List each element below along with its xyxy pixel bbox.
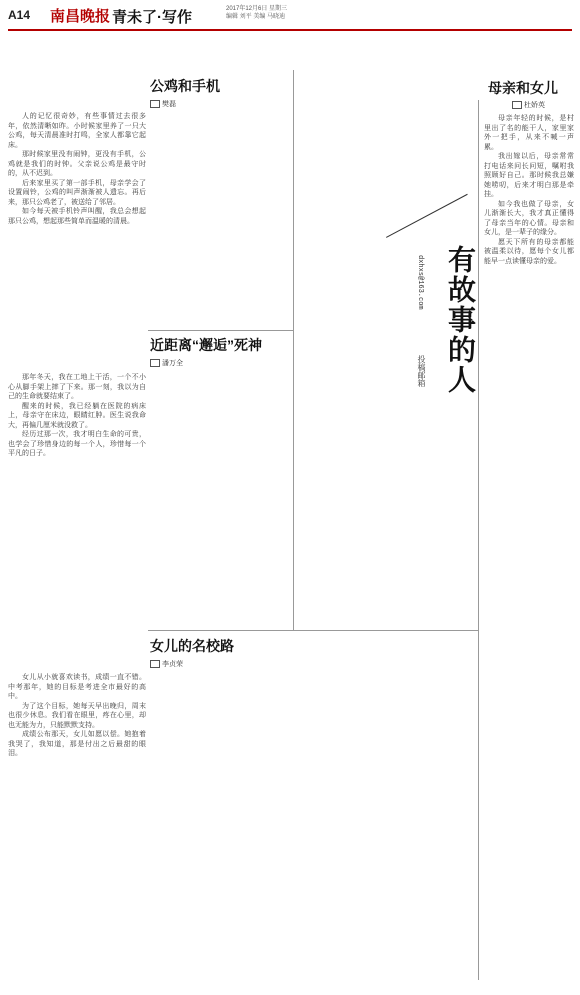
banner-title: 有故事的人: [445, 245, 476, 395]
paragraph: 醒来的时候，我已经躺在医院的病床上，母亲守在床边，眼睛红肿。医生说我命大，再偏几厘米就没救了。: [8, 401, 146, 429]
paragraph: 母亲年轻的时候，是村里出了名的能干人，家里家外一把手，从来不喊一声累。: [484, 114, 574, 151]
author-name: 李贞荣: [162, 661, 183, 668]
banner-email: dxhxs@163.com: [416, 255, 424, 310]
paragraph: 女儿从小就喜欢读书，成绩一直不错。中考那年，她的目标是考进全市最好的高中。: [8, 673, 146, 700]
header-meta: [226, 5, 287, 21]
article-title: 公鸡和手机: [150, 78, 220, 94]
newspaper-logo: 南昌晚报: [50, 7, 111, 25]
paragraph: 那时候家里没有闹钟，更没有手机，公鸡就是我们的时钟。父亲说公鸡是最守时的，从不迟到。: [8, 150, 146, 177]
column-divider: [293, 70, 294, 630]
paragraph: 为了这个目标，她每天早出晚归，周末也很少休息。我们看在眼里，疼在心里，却也无能为力，只能默默支持。: [8, 701, 146, 729]
paragraph: 成绩公布那天，女儿如愿以偿。她抱着我哭了，我知道，那是付出之后最甜的眼泪。: [8, 730, 146, 757]
header-rule: [8, 29, 572, 31]
author-name: 潘万全: [162, 360, 183, 367]
author-name: 樊磊: [162, 101, 176, 108]
column-title: 青未了·写作: [112, 9, 192, 26]
article-title: 女儿的名校路: [150, 638, 234, 654]
section-divider: [148, 630, 478, 631]
page-header: [0, 0, 580, 28]
paragraph: 我出嫁以后，母亲常常打电话来问长问短，嘱咐我照顾好自己。那时候我总嫌她唠叨，后来才明白那是牵挂。: [484, 152, 574, 198]
page-number: A14: [8, 8, 31, 22]
paragraph: 人的记忆很奇妙，有些事情过去很多年，依然清晰如昨。小时候家里养了一只大公鸡，每天清晨准时打鸣，全家人都靠它起床。: [8, 112, 146, 149]
column-banner: [380, 245, 480, 455]
date-line: 2017年12月6日 星期三: [226, 6, 288, 12]
paragraph: 如今我也做了母亲，女儿渐渐长大，我才真正懂得了母亲当年的心情。母亲和女儿，是一辈子的缘分。: [484, 199, 574, 236]
section-divider: [148, 330, 293, 331]
article-byline: [150, 358, 183, 368]
article-title: 近距离“邂逅”死神: [150, 337, 262, 353]
article-byline: [150, 99, 176, 109]
article-body: [8, 112, 146, 327]
article-title: 母亲和女儿: [488, 80, 558, 96]
editor-line: 编辑 刘平 美编 马晓迪: [226, 14, 286, 20]
paragraph: 那年冬天，我在工地上干活，一个不小心从脚手架上摔了下来。那一刻，我以为自己的生命就要结束了。: [8, 373, 146, 400]
paragraph: 愿天下所有的母亲都能被温柔以待，愿每个女儿都能早一点读懂母亲的爱。: [484, 237, 574, 265]
banner-subline: 投稿邮箱: [417, 355, 426, 387]
paragraph: 如今每天被手机铃声叫醒，我总会想起那只公鸡，想起那些简单而温暖的清晨。: [8, 207, 146, 225]
article-body: [8, 673, 146, 983]
article-body: [8, 373, 146, 618]
article-byline: [150, 659, 183, 669]
article-byline: [512, 100, 545, 110]
article-body: [484, 114, 574, 979]
paragraph: 经历过那一次，我才明白生命的可贵，也学会了珍惜身边的每一个人，珍惜每一个平凡的日子。: [8, 430, 146, 457]
author-name: 杜娇英: [524, 102, 545, 109]
paragraph: 后来家里买了第一部手机，母亲学会了设置闹铃，公鸡的叫声渐渐被人遗忘。再后来，那只公鸡老了，被送给了邻居。: [8, 178, 146, 206]
